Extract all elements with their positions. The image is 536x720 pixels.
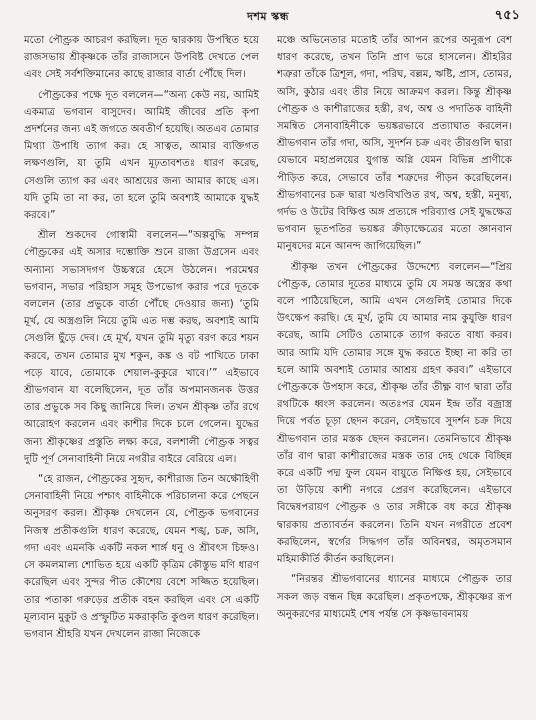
running-title: দশম স্কন্ধ — [247, 10, 289, 23]
page-header — [0, 0, 536, 30]
right-column — [277, 32, 512, 712]
paragraph: পৌণ্ড্রকের পক্ষে দূত বললেন—“অন্য কেউ নয়, আমিই একমাত্র ভগবান বাসুদেব। আমিই জীবের প্রতি কৃপা প্রদর্শনের জন্য এই জগতে অবতীর্ণ হয়েছি। অতএব তোমার মিথ্যা উপাধি ত্যাগ কর। হে সাত্বত, আমার ব্যক্তিগত লক্ষণগুলি, যা তুমি এখন মূঢ়তাবশতঃ ধারণ করেছ, সেগুলি ত্যাগ কর এবং আশ্রয়ের জন্য আমার কাছে এস। যদি তুমি তা না কর, তা হলে তুমি অবশ্যই আমাকে যুদ্ধই করবে।” — [24, 89, 259, 222]
left-column — [24, 32, 259, 712]
paragraph: মঞ্চে অভিনেতার মতোই তাঁর আপন রূপের অনুরূপ বেশ ধারণ করেছে, তখন তিনি প্রাণ ভরে হাসলেন। শ্রীহরির শত্রুরা তাঁকে ত্রিশূল, গদা, পরিঘ, বল্লম, ঋষ্টি, প্রাস, তোমর, অসি, কুঠার এবং তীর নিয়ে আক্রমণ করল। কিন্তু শ্রীকৃষ্ণ পৌণ্ড্রক ও কাশীরাজের হস্তী, রথ, অশ্ব ও পদাতিক বাহিনী সমন্বিত সেনাবাহিনীকে ভয়ঙ্করভাবে প্রত্যাঘাত করলেন। শ্রীভগবান তাঁর গদা, অসি, সুদর্শন চক্র এবং তীরগুলি দ্বারা যেভাবে মহাপ্রলয়ের যুগান্ত অগ্নি যেমন বিভিন্ন প্রাণীকে পীড়িত করে, সেভাবে তাঁর শত্রুদের পীড়ন করেছিলেন। শ্রীভগবানের চক্র দ্বারা খণ্ডবিখণ্ডিত রথ, অশ্ব, হস্তী, মনুষ্য, গর্দভ ও উটের বিক্ষিপ্ত অঙ্গ প্রত্যঙ্গে পরিব্যাপ্ত সেই যুদ্ধক্ষেত্র ভগবান ভূতপতির ভয়ঙ্কর ক্রীড়াক্ষেত্রের মতো জ্ঞানবান মানুষদের মনে আনন্দ জাগিয়েছিল।” — [277, 35, 512, 253]
page-number: ৭৫১ — [494, 8, 520, 23]
paragraph: “নিরন্তর শ্রীভগবানের ধ্যানের মাধ্যমে পৌণ্ড্রক তার সকল জড় বন্ধন ছিন্ন করেছিল। প্রকৃতপক্ষে, শ্রীকৃষ্ণের রূপ অনুকরণের মাধ্যমেই শেষ পর্যন্ত সে কৃষ্ণভাবনাময় — [277, 574, 512, 620]
paragraph: শ্রীকৃষ্ণ তখন পৌণ্ড্রকের উদ্দেশ্যে বললেন—“প্রিয় পৌণ্ড্রক, তোমার দূতের মাধ্যমে তুমি যে সমস্ত অস্ত্রের কথা বলে পাঠিয়েছিলে, আমি এখন সেগুলিই তোমার দিকে উৎক্ষেপ করছি। হে মূর্খ, তুমি যে আমার নাম কুযুক্তি ধারণ করেছ, আমি সেটিও তোমাকে ত্যাগ করতে বাধ্য করব। আর আমি যদি তোমার সঙ্গে যুদ্ধ করতে ইচ্ছা না করি তা হলে আমি অবশ্যই তোমার আশ্রয় গ্রহণ করব।” এইভাবে পৌণ্ড্রককে উপহাস করে, শ্রীকৃষ্ণ তাঁর তীক্ষ্ণ বাণ দ্বারা তাঁর রথটিকে ধ্বংস করলেন। অতঃপর যেমন ইন্দ্র তাঁর বজ্রাস্ত্র দিয়ে পর্বত চূড়া ছেদন করেন, সেইভাবে সুদর্শন চক্র দিয়ে শ্রীভগবান তার মস্তক ছেদন করলেন। তেমনিভাবে শ্রীকৃষ্ণ তাঁর বাণ দ্বারা কাশীরাজের মস্তক তার দেহ থেকে বিচ্ছিন্ন করে একটি পদ্ম ফুল যেমন বায়ুতে নিক্ষিপ্ত হয়, সেইভাবে তা উড়িয়ে কাশী নগরে প্রেরণ করেছিলেন। এইভাবে বিদ্বেষপরায়ণ পৌণ্ড্রক ও তার সঙ্গীকে বধ করে শ্রীকৃষ্ণ দ্বারকায় প্রত্যাবর্তন করলেন। তিনি যখন নগরীতে প্রবেশ করছিলেন, স্বর্গের সিদ্ধগণ তাঁর অবিনশ্বর, অমৃতসমান মহিমাকীর্তি কীর্তন করছিলেন। — [277, 261, 512, 566]
paragraph: “হে রাজন, পৌণ্ড্রকের সুহৃদ, কাশীরাজ তিন অক্ষৌহিণী সেনাবাহিনী নিয়ে পশ্চাৎ বাহিনীকে পরিচালনা করে পেছনে অনুসরণ করল। শ্রীকৃষ্ণ দেখলেন যে, পৌণ্ড্রক ভগবানের নিজস্ব প্রতীকগুলি ধারণ করেছে, যেমন শঙ্খ, চক্র, অসি, গদা এবং এমনকি একটি নকল শার্ঙ্গ ধনু ও শ্রীবৎস চিহ্নও। সে কমলমাল্য শোভিত হয়ে একটি কৃত্রিম কৌস্তুভ মণি ধারণ করেছিল এবং সুন্দর পীত কৌশেয় বেশে সজ্জিত হয়েছিল। তার পতাকা গরুড়ের প্রতীক বহন করছিল এবং সে একটি মূল্যবান মুকুট ও প্রস্ফুটিত মকরাকৃতি কুণ্ডল ধারণ করেছিল। ভগবান শ্রীহরি যখন দেখলেন রাজা নিজেকে — [24, 474, 259, 640]
paragraph: শ্রীল শুকদেব গোস্বামী বললেন—“অল্পবুদ্ধি সম্পন্ন পৌণ্ড্রকের এই অসার দম্ভোক্তি শুনে রাজা উগ্রসেন এবং অন্যান্য সভাসদগণ উচ্চস্বরে হেসে উঠলেন। পরমেশ্বর ভগবান, সভার পরিহাস সমূহ উপভোগ করার পরে দূতকে বললেন (তার প্রভুকে বার্তা পৌঁছে দেওয়ার জন্য) ‘তুমি মূর্খ, যে অস্ত্রগুলি নিয়ে তুমি এত দম্ভ করছ, অবশ্যই আমি সেগুলি ছুঁড়ে দেব। হে মূর্খ, যখন তুমি মৃত্যু বরণ করে শয়ন করবে, তখন তোমার মুখ শকুন, কঙ্ক ও বট পাখিতে ঢাকা পড়ে যাবে, তোমাকে শেয়াল-কুকুরে খাবে।’” এইভাবে শ্রীভগবান যা বলেছিলেন, দূত তাঁর অপমানজনক উত্তর তার প্রভুকে সব কিছু জানিয়ে দিল। তখন শ্রীকৃষ্ণ তাঁর রথে আরোহণ করলেন এবং কাশীর দিকে চলে গেলেন। যুদ্ধের জন্য শ্রীকৃষ্ণের প্রস্তুতি লক্ষ্য করে, বলশালী পৌণ্ড্রক সত্বর দুটি পূর্ণ সেনাবাহিনী নিয়ে নগরীর বাইরে বেরিয়ে এল। — [24, 230, 259, 465]
paragraph: মতো পৌণ্ড্রক আচরণ করছিল। দূত দ্বারকায় উপস্থিত হয়ে রাজসভায় শ্রীকৃষ্ণকে তাঁর রাজাসনে উপবিষ্ট দেখতে পেল এবং সেই সর্বশক্তিমানের কাছে রাজার বার্তা পৌঁছে দিল। — [24, 35, 259, 81]
